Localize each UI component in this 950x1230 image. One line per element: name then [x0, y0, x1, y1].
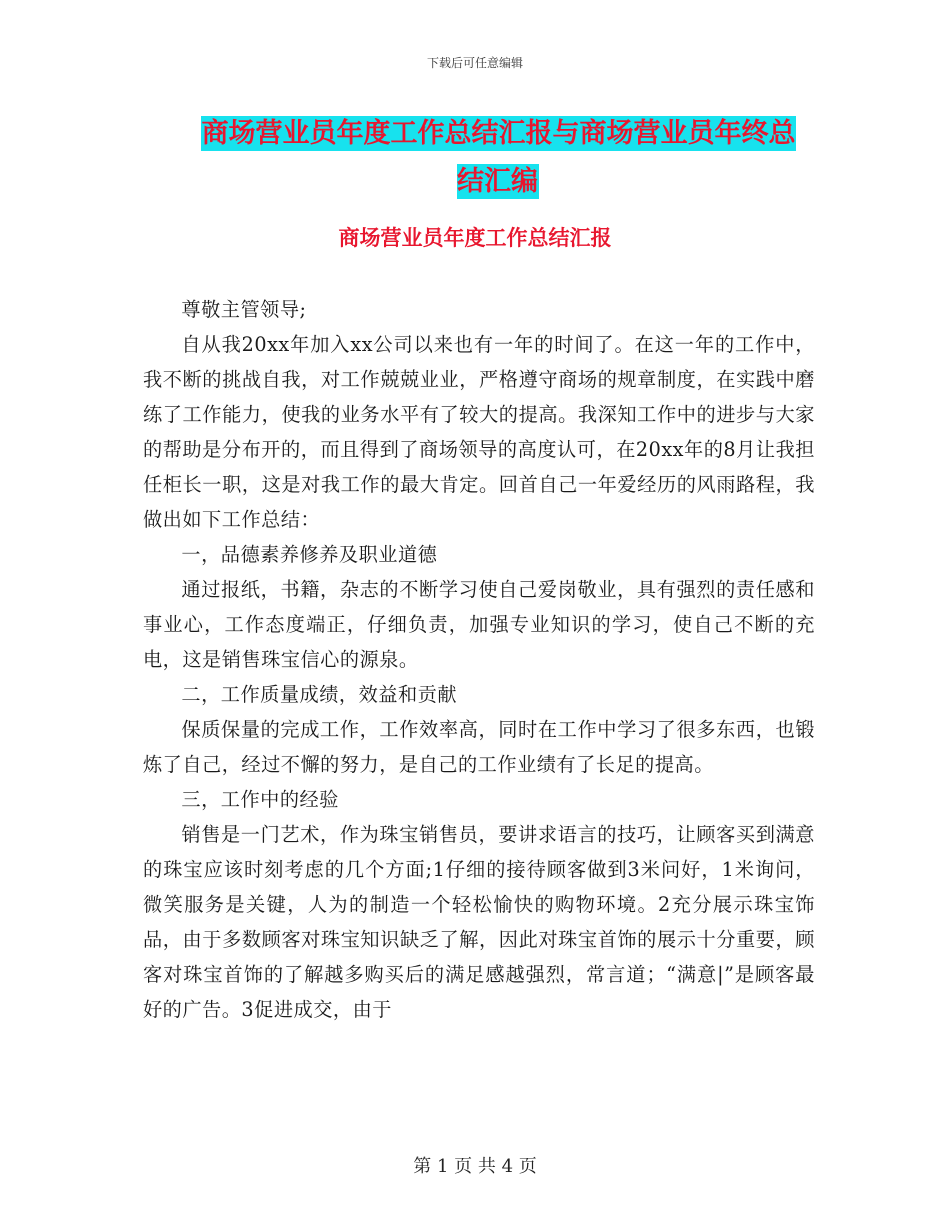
header-note: 下载后可任意编辑 — [426, 56, 523, 70]
paragraph: 自从我20xx年加入xx公司以来也有一年的时间了。在这一年的工作中，我不断的挑战自我，对工作兢兢业业，严格遵守商场的规章制度，在实践中磨练了工作能力，使我的业务水平有了较大的提高。我深知工作中的进步与大家的帮助是分布开的，而且得到了商场领导的高度认可，在20xx年的8月让我担任柜长一职，这是对我工作的最大肯定。回首自己一年爱经历的风雨路程，我做出如下工作总结： — [143, 333, 815, 531]
section-title: 商场营业员年度工作总结汇报 — [338, 226, 612, 250]
document-title-text: 商场营业员年度工作总结汇报与商场营业员年终总结汇编 — [201, 118, 796, 197]
document-title — [192, 110, 804, 206]
page-footer: 第 1 页 共 4 页 — [413, 1156, 537, 1177]
subheading: 一，品德素养修养及职业道德 — [181, 543, 438, 566]
subheading: 二，工作质量成绩，效益和贡献 — [181, 683, 458, 706]
paragraph: 销售是一门艺术，作为珠宝销售员，要讲求语言的技巧，让顾客买到满意的珠宝应该时刻考虑的几个方面;1仔细的接待顾客做到3米问好，1米询问，微笑服务是关键，人为的制造一个轻松愉快的购物环境。2充分展示珠宝饰品，由于多数顾客对珠宝知识缺乏了解，因此对珠宝首饰的展示十分重要，顾客对珠宝首饰的了解越多购买后的满足感越强烈，常言道；“满意|”是顾客最好的广告。3促进成交，由于 — [143, 823, 815, 1021]
paragraph: 保质保量的完成工作，工作效率高，同时在工作中学习了很多东西，也锻炼了自己，经过不懈的努力，是自己的工作业绩有了长足的提高。 — [143, 718, 815, 776]
subheading: 三，工作中的经验 — [181, 788, 339, 811]
salutation: 尊敬主管领导; — [181, 298, 307, 321]
paragraph: 通过报纸，书籍，杂志的不断学习使自己爱岗敬业，具有强烈的责任感和事业心，工作态度端正，仔细负责，加强专业知识的学习，使自己不断的充电，这是销售珠宝信心的源泉。 — [143, 578, 815, 671]
body-text — [143, 292, 815, 1027]
